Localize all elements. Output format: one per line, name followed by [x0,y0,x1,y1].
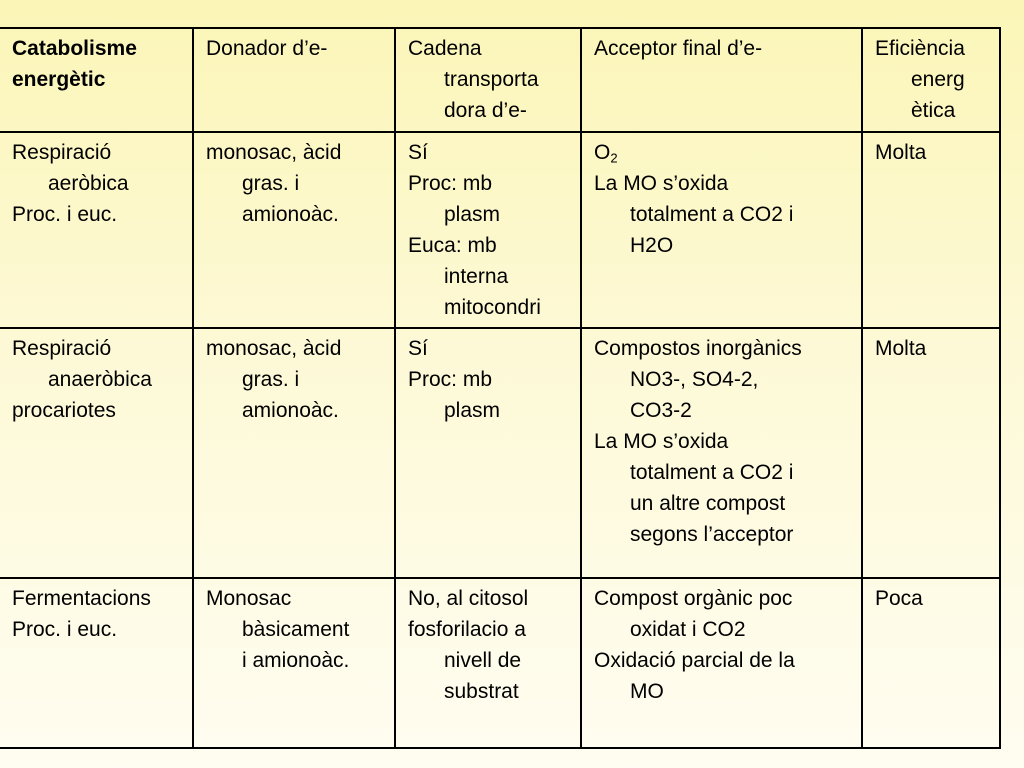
cell-line [594,333,853,364]
cell-text: Euca: mb [408,234,497,257]
cell-text: Respiració [12,337,112,360]
cell-line [12,333,184,364]
cell-line [875,64,991,95]
cell-text: un altre compost [630,492,786,515]
cell-text: Compostos inorgànics [594,337,802,360]
header-final-acceptor [581,28,862,132]
cell-text: energ [911,68,965,91]
cell-text: Sí [408,337,428,360]
cell-text: oxidat i CO2 [630,618,746,641]
cell-text: Proc: mb [408,368,493,391]
cell-line [408,230,572,261]
cell-line [408,64,572,95]
cell-line [408,33,572,64]
cell-text: fosforilacio a [408,618,526,641]
cell-text: Eficiència [875,37,965,60]
cell-text: Poca [875,587,923,610]
cell-text: substrat [444,680,519,703]
header-catabolism-type [0,28,193,132]
cell-line [594,395,853,426]
cell-text: Sí [408,141,428,164]
cell-line [12,168,184,199]
cell-text: mitocondri [444,296,541,319]
cell-line [206,395,386,426]
cell-text: plasm [444,203,501,226]
cell-line [594,519,853,550]
cell-line [594,364,853,395]
header-row [0,28,1000,132]
cell-electron-donor [193,328,395,578]
cell-text: La MO s’oxida [594,172,729,195]
cell-line [594,137,853,168]
cell-line [408,199,572,230]
cell-text: transporta [444,68,539,91]
cell-line [594,488,853,519]
cell-text: Proc. i euc. [12,618,118,641]
cell-text: Donador d’e- [206,37,328,60]
cell-electron-donor [193,132,395,328]
cell-line [206,614,386,645]
cell-text: gras. i [242,172,300,195]
cell-text: aeròbica [48,172,129,195]
cell-line [206,168,386,199]
cell-text: Fermentacions [12,587,151,610]
cell-line [408,614,572,645]
cell-line [594,645,853,676]
cell-line [206,199,386,230]
cell-text: procariotes [12,399,116,422]
cell-text: Respiració [12,141,112,164]
subscript: 2 [610,150,618,166]
cell-text: MO [630,680,664,703]
cell-energy-efficiency [862,578,1000,748]
cell-line [594,457,853,488]
cell-text: gras. i [242,368,300,391]
cell-text: Proc. i euc. [12,203,118,226]
cell-line [594,426,853,457]
cell-text: Acceptor final d’e- [594,37,763,60]
cell-text: La MO s’oxida [594,430,729,453]
cell-line [408,364,572,395]
header-transport-chain [395,28,581,132]
cell-line [408,583,572,614]
cell-text: totalment a CO2 i [630,203,794,226]
cell-line [408,676,572,707]
cell-text: NO3-, SO4-2, [630,368,759,391]
cell-line [206,645,386,676]
cell-text: monosac, àcid [206,337,342,360]
cell-line [875,333,991,364]
cell-text: Monosac [206,587,292,610]
cell-line [206,364,386,395]
cell-line [408,95,572,126]
cell-text: energètic [12,68,106,91]
cell-line [594,583,853,614]
cell-line [408,395,572,426]
cell-line [594,199,853,230]
cell-line [12,364,184,395]
cell-line [594,168,853,199]
cell-line [875,137,991,168]
cell-line [206,333,386,364]
header-energy-efficiency [862,28,1000,132]
header-electron-donor [193,28,395,132]
cell-text: segons l’acceptor [630,523,794,546]
cell-catabolism-type [0,132,193,328]
cell-line [206,137,386,168]
cell-text: No, al citosol [408,587,529,610]
cell-text: Oxidació parcial de la [594,649,795,672]
cell-line [12,395,184,426]
cell-line [594,614,853,645]
cell-text: monosac, àcid [206,141,342,164]
cell-text: amionoàc. [242,203,339,226]
cell-line [408,261,572,292]
cell-text: CO3-2 [630,399,692,422]
cell-line [12,614,184,645]
cell-line [408,168,572,199]
cell-text: plasm [444,399,501,422]
cell-line [408,333,572,364]
cell-text: interna [444,265,509,288]
cell-text: H2O [630,234,674,257]
cell-line [875,583,991,614]
cell-catabolism-type [0,328,193,578]
cell-text: Molta [875,337,927,360]
cell-text: dora d’e- [444,99,527,122]
cell-energy-efficiency [862,328,1000,578]
cell-text: ètica [911,99,956,122]
cell-line [12,137,184,168]
cell-line [408,645,572,676]
cell-line [594,230,853,261]
cell-line [12,64,184,95]
cell-line [12,199,184,230]
cell-line [408,292,572,323]
cell-text: Catabolisme [12,37,137,60]
cell-text: Molta [875,141,927,164]
cell-transport-chain [395,578,581,748]
cell-line [12,33,184,64]
cell-final-acceptor [581,328,862,578]
cell-line [12,583,184,614]
cell-final-acceptor [581,132,862,328]
cell-text: Cadena [408,37,482,60]
cell-text: Compost orgànic poc [594,587,793,610]
cell-text: totalment a CO2 i [630,461,794,484]
cell-catabolism-type [0,578,193,748]
cell-text: anaeròbica [48,368,152,391]
cell-text: amionoàc. [242,399,339,422]
cell-text: nivell de [444,649,522,672]
cell-text: i amionoàc. [242,649,350,672]
cell-transport-chain [395,132,581,328]
cell-line [408,137,572,168]
table-row [0,132,1000,328]
cell-final-acceptor [581,578,862,748]
cell-energy-efficiency [862,132,1000,328]
cell-text: bàsicament [242,618,350,641]
cell-line [206,33,386,64]
cell-line [594,676,853,707]
cell-line [206,583,386,614]
table-row [0,328,1000,578]
cell-text: Proc: mb [408,172,493,195]
cell-text: O [594,141,611,164]
cell-transport-chain [395,328,581,578]
cell-line [875,95,991,126]
cell-line [875,33,991,64]
table-row [0,578,1000,748]
cell-electron-donor [193,578,395,748]
catabolism-table [0,27,1001,749]
cell-line [594,33,853,64]
